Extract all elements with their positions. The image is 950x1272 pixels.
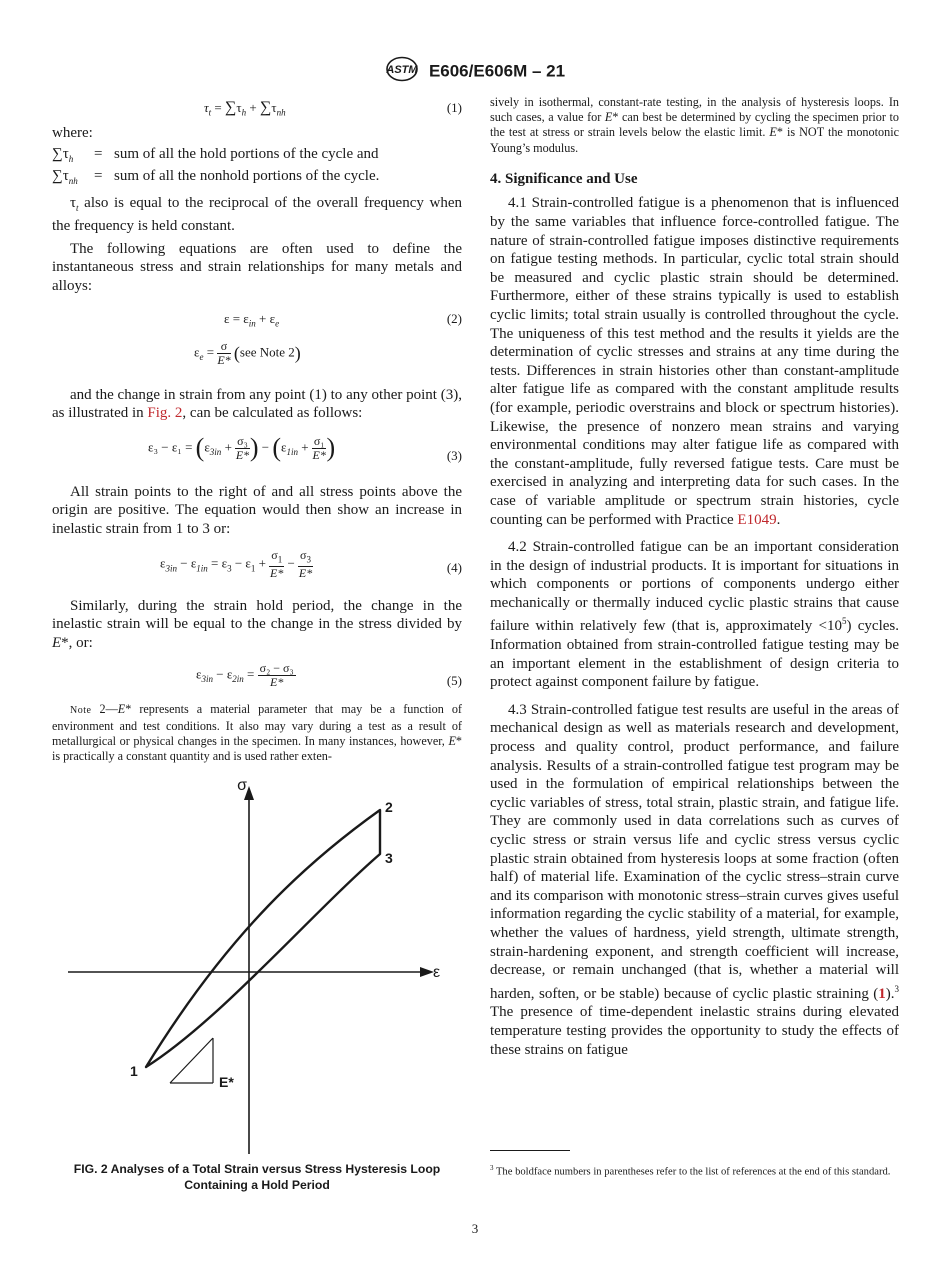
equation-2b: $\varepsilon_e$ = $\frac{\sigma}{E*}$ (see Note 2) xyxy=(194,338,301,367)
note-2: Note 2—E* represents a material parameter that may be a function of environment and test conditions. It also may vary during a test as a result of metallurgical or physical changes in the specimen. In many instances, however, E* is practically a constant quantity and is used rather exten- xyxy=(52,702,462,763)
page-header xyxy=(0,56,950,87)
point-3-label: 3 xyxy=(385,850,393,866)
footnote-3: $^3$ The boldface numbers in parentheses refer to the list of references at the end of this standard. xyxy=(490,1164,891,1178)
paragraph-4-1: 4.1 Strain-controlled fatigue is a phenomenon that is influenced by the same variables that influence force-controlled fatigue. The nature of strain-controlled fatigue imposes distinctive requirements on fatigue testing methods. In particular, cyclic total strain should be measured and cyclic plastic strain should be determined. Furthermore, either of these strains typically is used to establish cyclic limits; total strain usually is controlled throughout the cycle. The uniqueness of this test method and the results it yields are the determination of cyclic stresses and strains at any time during the tests. Differences in strain histories other than constant-amplitude alter fatigue life as compared with the constant amplitude results (for example, periodic overstrains and block or spectrum histories). Likewise, the presence of nonzero mean strains and varying environmental conditions may alter fatigue life as compared with the constant-amplitude, fully reversed fatigue tests. Care must be exercised in analyzing and interpreting data for such cases. In the case of variable amplitude or spectrum strain histories, cycle counting can be performed with Practice E1049. xyxy=(490,195,899,528)
figure-caption: FIG. 2 Analyses of a Total Strain versus Stress Hysteresis Loop Containing a Hold Period xyxy=(73,1162,441,1192)
note-2-continued: sively in isothermal, constant-rate testing, in the analysis of hysteresis loops. In such cases, a value for E* can best be determined by cycling the specimen prior to the test at stress or strain levels below the elastic limit. E* is NOT the monotonic Young’s modulus. xyxy=(490,95,899,155)
equation-number: (5) xyxy=(446,673,462,689)
standard-designation: E606/E606M – 21 xyxy=(428,61,566,81)
where-label: where: xyxy=(52,125,93,141)
modulus-label: E* xyxy=(219,1074,234,1090)
footnote-rule xyxy=(490,1150,570,1151)
equation-4: $\varepsilon_{3in} - \varepsilon_{1in} = \varepsilon_3 - \varepsilon_1$ + $\frac{\sigma_1}{E*}$ − $\frac{\sigma_3}{E*}$ (4) xyxy=(160,547,462,580)
e1049-link[interactable]: E1049 xyxy=(737,511,777,528)
sigma-label: σ xyxy=(237,777,247,794)
paragraph-similarly: Similarly, during the strain hold period, the change in the inelastic strain will be equal to the change in the stress divided by E*, or: xyxy=(52,597,462,651)
paragraph-following: The following equations are often used to define the instantaneous stress and strain relationships for many metals and alloys: xyxy=(52,240,462,294)
point-1-label: 1 xyxy=(130,1063,138,1079)
strain-axis-arrow xyxy=(420,967,434,977)
paragraph-change: and the change in strain from any point (1) to any other point (3), as illustrated in Fig. 2, can be calculated as follows: xyxy=(52,386,462,422)
definition-row: $\sum\tau_h$ = sum of all the hold portions of the cycle and xyxy=(52,145,379,164)
paragraph-4-2: 4.2 Strain-controlled fatigue can be an important consideration in the design of industrial products. It is important for situations in which components or portions of components undergo either mechanically or thermally induced cyclic plastic strains that cause failure within relatively few (that is, approximately $<10^5$) cycles. Information obtained from strain-controlled fatigue testing may be an important element in the establishment of design criteria to protect against component failure by fatigue. xyxy=(490,539,899,691)
section-heading: 4. Significance and Use xyxy=(490,170,638,187)
hysteresis-loop xyxy=(146,810,380,1067)
definitions-list xyxy=(52,146,379,190)
right-column xyxy=(490,95,899,1059)
equation-number: (2) xyxy=(446,310,462,326)
paragraph-tau: $\tau_t$ also is equal to the reciprocal of the overall frequency when the frequency is held constant. xyxy=(52,194,462,235)
reference-1-link[interactable]: 1 xyxy=(878,985,886,1002)
equation-number: (1) xyxy=(446,100,462,115)
hysteresis-loop-diagram xyxy=(60,770,460,1160)
equation-number: (4) xyxy=(446,559,462,575)
equation-1: $\tau_t = \sum\tau_h + \sum\tau_{nh}$ (1) xyxy=(204,99,462,118)
paragraph-4-3: 4.3 Strain-controlled fatigue test results are useful in the areas of mechanical design as well as materials research and development, process and quality control, product performance, and failure analysis. Results of a strain-controlled fatigue test program may be used in the formulation of empirical relationships between the cyclic variables of stress, total strain, plastic strain, and fatigue life. They are commonly used in data correlations such as curves of cyclic stress or strain versus life and cyclic stress versus cyclic plastic strain obtained from hysteresis loops at some fraction (often half) of material life. Examination of the cyclic stress–strain curve and its comparison with monotonic stress–strain curves gives useful information regarding the cyclic stability of a material, for example, whether the values of hardness, yield strength, ultimate strength, strain-hardening exponent, and strength coefficient will increase, decrease, or remain unchanged (that is, whether a material will harden, soften, or be stable) because of cyclic plastic straining (1).$^3$ The presence of time-dependent inelastic strains during elevated temperature testing provides the opportunity to study the effects of these strains on fatigue xyxy=(490,701,899,1058)
astm-logo-icon xyxy=(385,56,419,87)
equation-number: (3) xyxy=(446,447,462,463)
definition-row: $\sum\tau_{nh}$ = sum of all the nonhold portions of the cycle. xyxy=(52,167,380,186)
fig2-link[interactable]: Fig. 2 xyxy=(147,405,183,422)
svg-text:ASTM: ASTM xyxy=(386,64,418,76)
page-number: 3 xyxy=(471,1221,479,1236)
equation-3: $\varepsilon_3 - \varepsilon_1 = (\varepsilon_{3in}$ + $\frac{\text{σ₃}}{E*}$ ) − ($\varepsilon_{1in}$ + $\frac{\text{σ₁}}{E*}$ ) (3) xyxy=(52,435,462,473)
paragraph-all-strain: All strain points to the right of and all stress points above the origin are positive. The equation would then show an increase in inelastic strain from 1 to 3 or: xyxy=(52,483,462,537)
epsilon-label: ε xyxy=(433,964,441,981)
figure-2 xyxy=(60,770,460,1160)
equation-5: $\varepsilon_{3in} - \varepsilon_{2in}$ = $\frac{\text{σ₂ − σ₃}}{E*}$ (5) xyxy=(196,661,462,690)
left-column xyxy=(52,97,462,764)
equation-2: $\varepsilon = \varepsilon_{in} + \varepsilon_e$ (2) xyxy=(224,310,462,329)
point-2-label: 2 xyxy=(385,799,393,815)
